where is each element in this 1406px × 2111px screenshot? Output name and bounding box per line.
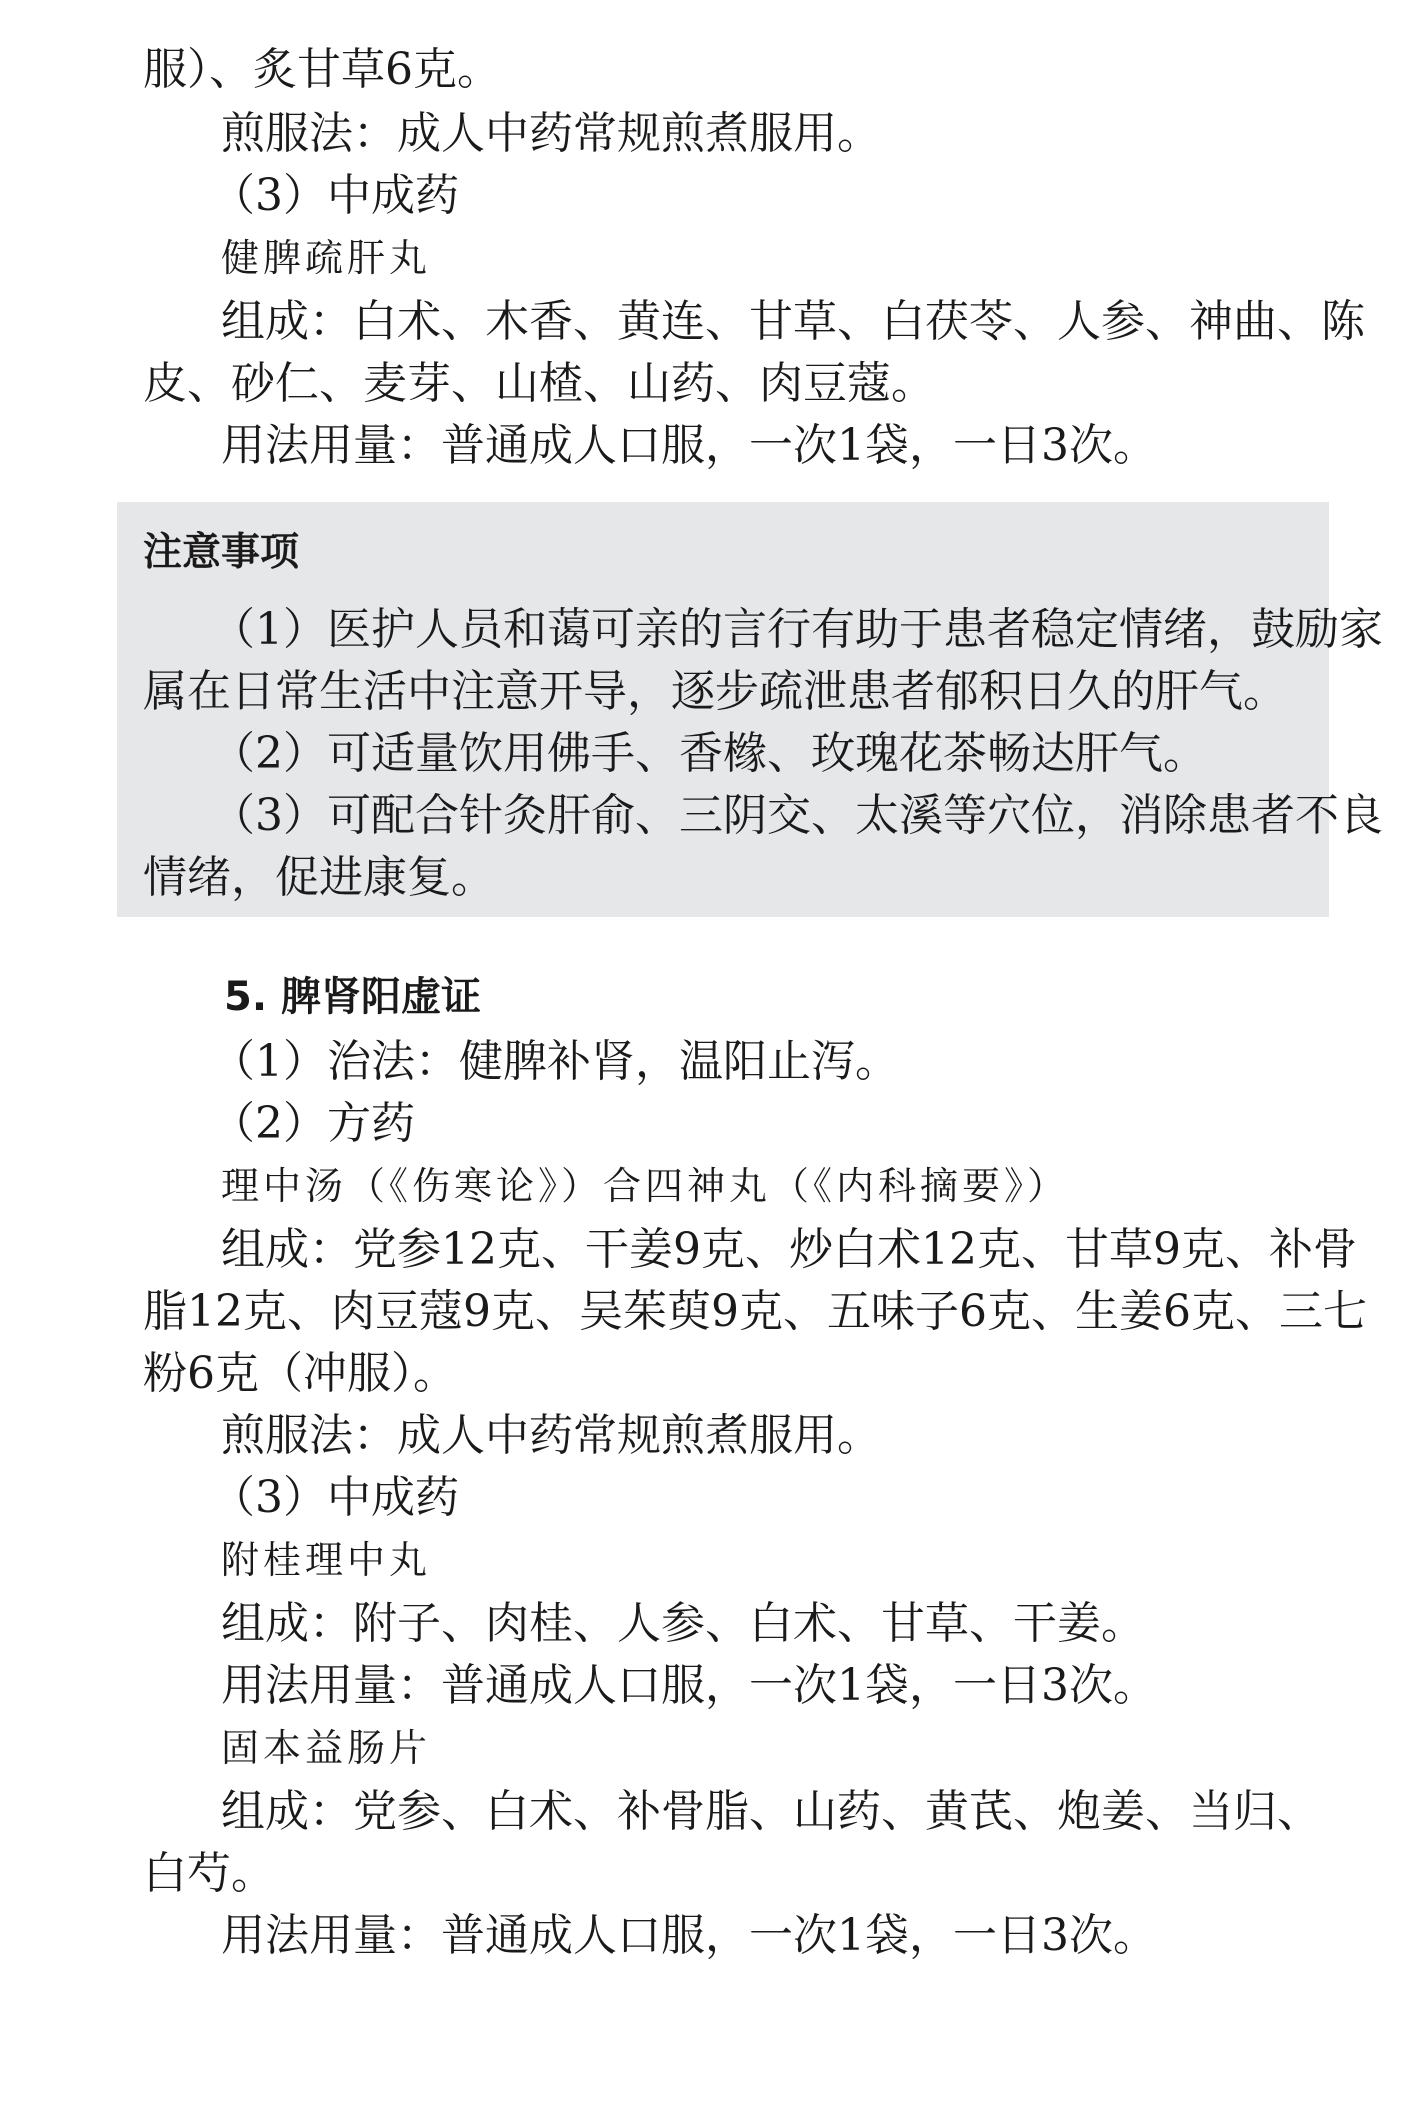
usage-dosage: 用法用量：普通成人口服，一次1袋，一日3次。 bbox=[221, 420, 1157, 471]
usage-dosage: 用法用量：普通成人口服，一次1袋，一日3次。 bbox=[221, 1660, 1157, 1711]
composition-line: 白芍。 bbox=[143, 1848, 275, 1899]
formula-continuation: 服）、炙甘草6克。 bbox=[143, 44, 501, 95]
notice-item: （1）医护人员和蔼可亲的言行有助于患者稳定情绪，鼓励家 bbox=[211, 604, 1383, 655]
drug-name: 附桂理中丸 bbox=[221, 1538, 432, 1582]
notice-item: 属在日常生活中注意开导，逐步疏泄患者郁积日久的肝气。 bbox=[143, 666, 1287, 717]
formula-heading: （2）方药 bbox=[211, 1098, 415, 1149]
drug-name: 健脾疏肝丸 bbox=[221, 236, 432, 280]
decoction-method: 煎服法：成人中药常规煎煮服用。 bbox=[221, 1410, 881, 1461]
notice-item: （3）可配合针灸肝俞、三阴交、太溪等穴位，消除患者不良 bbox=[211, 790, 1383, 841]
treatment-method: （1）治法：健脾补肾，温阳止泻。 bbox=[211, 1036, 899, 1087]
drug-name: 固本益肠片 bbox=[221, 1726, 432, 1770]
notice-title: 注意事项 bbox=[143, 530, 300, 575]
decoction-method: 煎服法：成人中药常规煎煮服用。 bbox=[221, 108, 881, 159]
composition-line: 组成：党参、白术、补骨脂、山药、黄芪、炮姜、当归、 bbox=[221, 1786, 1321, 1837]
usage-dosage: 用法用量：普通成人口服，一次1袋，一日3次。 bbox=[221, 1910, 1157, 1961]
composition-line: 组成：附子、肉桂、人参、白术、甘草、干姜。 bbox=[221, 1598, 1145, 1649]
composition-line: 组成：党参12克、干姜9克、炒白术12克、甘草9克、补骨 bbox=[221, 1224, 1357, 1275]
composition-line: 粉6克（冲服）。 bbox=[143, 1348, 457, 1399]
patent-medicine-heading: （3）中成药 bbox=[211, 170, 459, 221]
section-title: 5. 脾肾阳虚证 bbox=[224, 974, 481, 1020]
patent-medicine-heading: （3）中成药 bbox=[211, 1472, 459, 1523]
notice-item: 情绪，促进康复。 bbox=[143, 852, 495, 903]
composition-line: 皮、砂仁、麦芽、山楂、山药、肉豆蔻。 bbox=[143, 358, 935, 409]
formula-name: 理中汤（《伤寒论》）合四神丸（《内科摘要》） bbox=[221, 1164, 1070, 1208]
composition-line: 组成：白术、木香、黄连、甘草、白茯苓、人参、神曲、陈 bbox=[221, 296, 1365, 347]
composition-line: 脂12克、肉豆蔻9克、吴茱萸9克、五味子6克、生姜6克、三七 bbox=[143, 1286, 1367, 1337]
notice-item: （2）可适量饮用佛手、香橼、玫瑰花茶畅达肝气。 bbox=[211, 728, 1207, 779]
